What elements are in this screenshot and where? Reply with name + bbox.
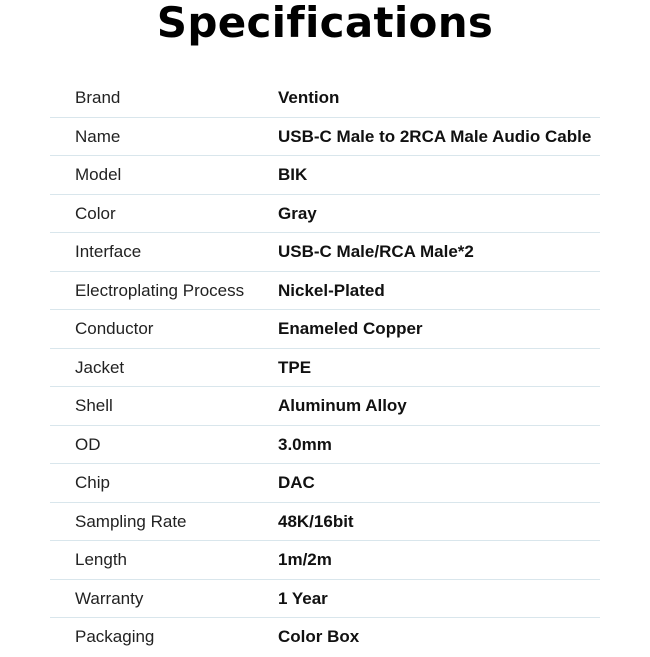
spec-value: Color Box xyxy=(278,627,360,646)
spec-row-electroplating-process xyxy=(50,272,600,311)
spec-key: Sampling Rate xyxy=(75,511,187,531)
spec-key: Electroplating Process xyxy=(75,280,245,300)
spec-key: Brand xyxy=(75,88,121,107)
spec-value: 1m/2m xyxy=(278,550,332,569)
spec-key: Model xyxy=(75,165,122,184)
spec-row-name xyxy=(50,118,600,157)
page-title: Specifications xyxy=(156,0,494,47)
spec-row-sampling-rate xyxy=(50,503,600,542)
spec-row-conductor xyxy=(50,310,600,349)
spec-value: Nickel-Plated xyxy=(278,280,385,300)
spec-row-interface xyxy=(50,233,600,272)
spec-key: Shell xyxy=(75,396,113,415)
spec-key: Length xyxy=(75,550,127,569)
spec-row-brand xyxy=(50,79,600,118)
spec-table xyxy=(50,79,600,657)
spec-key: Interface xyxy=(75,242,142,261)
spec-key: Warranty xyxy=(75,588,144,608)
spec-value: 48K/16bit xyxy=(278,511,354,531)
spec-key: Name xyxy=(75,126,121,146)
spec-value: 1 Year xyxy=(278,588,328,608)
spec-row-chip xyxy=(50,464,600,503)
spec-key: Packaging xyxy=(75,627,155,646)
spec-value: Aluminum Alloy xyxy=(278,396,407,415)
spec-row-jacket xyxy=(50,349,600,388)
spec-value: Vention xyxy=(278,88,340,107)
spec-key: Conductor xyxy=(75,319,154,338)
spec-row-shell xyxy=(50,387,600,426)
spec-row-length xyxy=(50,541,600,580)
spec-value: Gray xyxy=(278,203,317,223)
spec-row-packaging xyxy=(50,618,600,657)
spec-value: BIK xyxy=(278,165,308,184)
spec-key: OD xyxy=(75,434,101,454)
spec-value: Enameled Copper xyxy=(278,319,423,338)
spec-key: Chip xyxy=(75,473,110,492)
spec-value: USB-C Male/RCA Male*2 xyxy=(278,242,474,261)
spec-value: TPE xyxy=(278,357,312,377)
spec-value: USB-C Male to 2RCA Male Audio Cable xyxy=(278,126,592,146)
spec-key: Color xyxy=(75,203,116,223)
spec-row-warranty xyxy=(50,580,600,619)
spec-key: Jacket xyxy=(75,357,125,377)
spec-row-od xyxy=(50,426,600,465)
spec-row-color xyxy=(50,195,600,234)
spec-row-model xyxy=(50,156,600,195)
spec-value: DAC xyxy=(278,473,315,492)
spec-value: 3.0mm xyxy=(278,434,332,454)
